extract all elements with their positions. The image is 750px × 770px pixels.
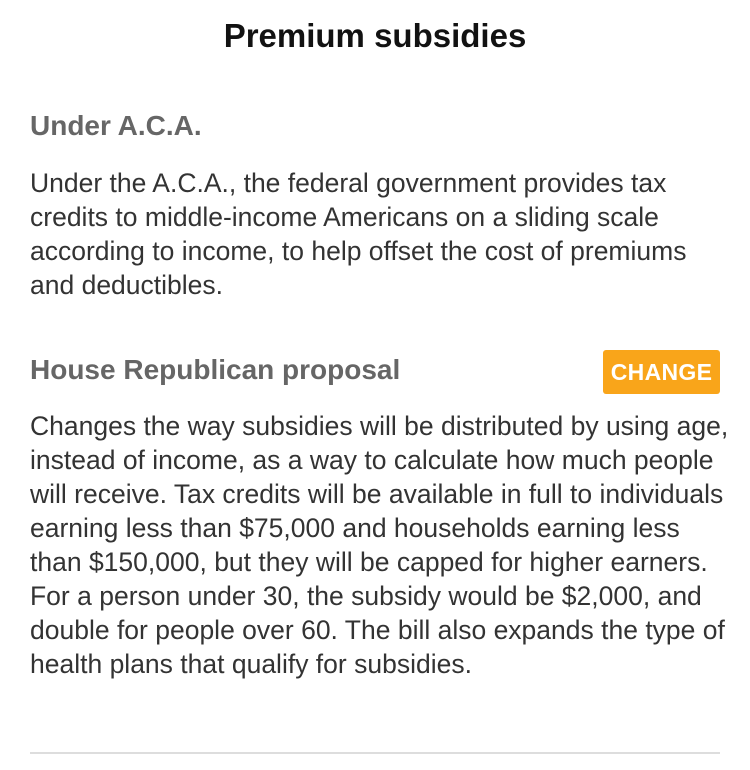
section-heading-house-proposal: House Republican proposal [30, 354, 401, 385]
change-badge: CHANGE [603, 350, 720, 394]
section-divider [30, 752, 720, 754]
section-body-aca: Under the A.C.A., the federal government provides tax credits to middle-income Americans on a sliding scale according to income, to help offset the cost of premiums and deductibles. [30, 168, 687, 300]
section-heading-aca: Under A.C.A. [30, 110, 202, 141]
section-body-house-proposal: Changes the way subsidies will be distributed by using age, instead of income, as a way to calculate how much people will receive. Tax credits will be available in full to individuals earning less than $75,000 and households earning less than $150,000, but they will be capped for higher earners. For a person under 30, the subsidy would be $2,000, and double for people over 60. The bill also expands the type of health plans that qualify for subsidies. [30, 411, 729, 679]
page-title: Premium subsidies [223, 17, 527, 54]
